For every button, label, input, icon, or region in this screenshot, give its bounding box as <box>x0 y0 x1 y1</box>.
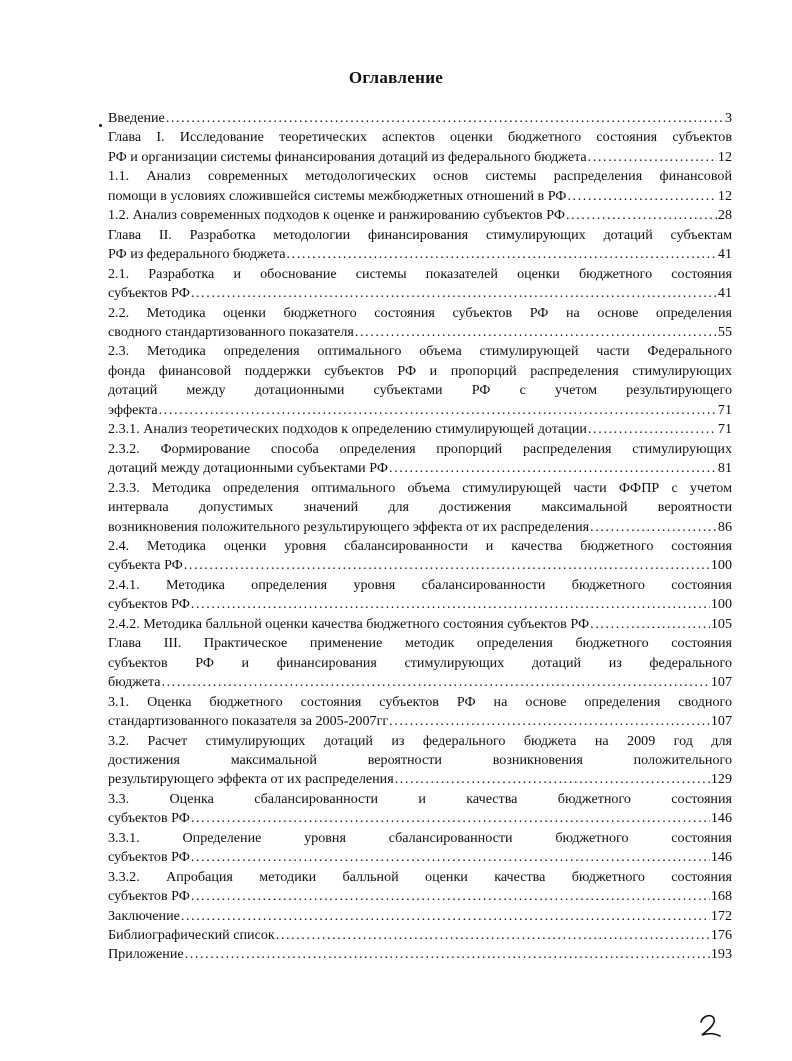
toc-entry-text-line: 2.3. Методика определения оптимального объема стимулирующей части Федерального <box>108 343 732 360</box>
toc-entry-last-line <box>108 323 732 342</box>
toc-entry-last-line <box>108 148 732 167</box>
dot-leader <box>159 401 717 420</box>
toc-entry <box>108 226 732 265</box>
toc-entry <box>108 732 732 790</box>
toc-entry <box>108 420 732 439</box>
dot-leader <box>566 206 717 225</box>
dot-leader <box>395 770 710 789</box>
dot-leader <box>191 284 717 303</box>
dot-leader <box>185 945 710 964</box>
toc-entry-title: субъекта РФ <box>108 557 183 574</box>
toc-page-number: 100 <box>710 557 732 574</box>
toc-entry <box>108 167 732 206</box>
toc-entry-title: 1.2. Анализ современных подходов к оценке и ранжированию субъектов РФ <box>108 207 565 224</box>
toc-page-number: 146 <box>710 810 732 827</box>
toc-page-number: 3 <box>724 110 732 126</box>
toc-entry-title: сводного стандартизованного показателя <box>108 323 354 340</box>
toc-entry-text-line: Глава I. Исследование теоретических аспектов оценки бюджетного состояния субъектов <box>108 129 732 146</box>
dot-leader <box>166 109 724 128</box>
toc-entry-title: стандартизованного показателя за 2005-2007гг <box>108 713 389 730</box>
toc-entry-text-line: Глава II. Разработка методологии финансирования стимулирующих дотаций субъектам <box>108 226 732 243</box>
toc-entry-text-line: 3.3.2. Апробация методики балльной оценки качества бюджетного состояния <box>108 868 732 885</box>
toc-entry <box>108 537 732 576</box>
toc-page-number: 41 <box>717 246 732 263</box>
toc-entry-text-line: интервала допустимых значений для достижения максимальной вероятности <box>108 499 732 516</box>
page-title: Оглавление <box>348 68 444 87</box>
dot-leader <box>191 848 710 867</box>
toc-entry-last-line <box>108 926 732 945</box>
dot-leader <box>588 420 717 439</box>
dot-leader <box>567 187 716 206</box>
toc-entry-title: Введение <box>108 110 165 126</box>
toc-entry <box>108 265 732 304</box>
toc-entry-last-line <box>108 206 732 225</box>
toc-entry-text-line: 2.1. Разработка и обоснование системы показателей оценки бюджетного состояния <box>108 265 732 282</box>
toc-entry-text-line: Глава III. Практическое применение методик определения бюджетного состояния <box>108 635 732 652</box>
toc-page-number: 12 <box>717 148 732 165</box>
toc-entry-text-line: дотаций между дотационными субъектами РФ с учетом результирующего <box>108 382 732 399</box>
toc-entry-title: 2.4.2. Методика балльной оценки качества бюджетного состояния субъектов РФ <box>108 615 590 632</box>
dot-leader <box>184 556 710 575</box>
toc-entry-title: субъектов РФ <box>108 888 190 905</box>
toc-entry-text-line: 3.1. Оценка бюджетного состояния субъектов РФ на основе определения сводного <box>108 693 732 710</box>
toc-entry-title: субъектов РФ <box>108 596 190 613</box>
toc-page-number: 55 <box>717 323 732 340</box>
toc-entry-last-line <box>108 848 732 867</box>
toc-entry-text-line: 2.3.3. Методика определения оптимального объема стимулирующей части ФФПР с учетом <box>108 479 732 496</box>
toc-page-number: 172 <box>710 907 732 924</box>
toc-page-number: 71 <box>717 401 732 418</box>
toc-entry-title: 2.3.1. Анализ теоретических подходов к определению стимулирующей дотации <box>108 421 587 438</box>
toc-page-number: 107 <box>710 674 732 691</box>
toc-entry-last-line <box>108 459 732 478</box>
toc-entry-title: субъектов РФ <box>108 285 190 302</box>
dot-leader <box>590 615 710 634</box>
toc-page-number: 193 <box>710 946 732 963</box>
dot-leader <box>355 323 717 342</box>
toc-entry-last-line <box>108 770 732 789</box>
toc-page-number: 168 <box>710 888 732 905</box>
table-of-contents <box>108 109 732 965</box>
toc-page-number: 12 <box>717 187 732 204</box>
toc-entry <box>108 907 732 926</box>
toc-entry-text-line: субъектов РФ и финансирования стимулирующих дотаций из федерального <box>108 654 732 671</box>
toc-entry-last-line <box>108 245 732 264</box>
toc-entry-title: субъектов РФ <box>108 849 190 866</box>
toc-entry <box>108 634 732 692</box>
toc-entry-text-line: достижения максимальной вероятности возникновения положительного <box>108 751 732 768</box>
dot-leader <box>287 245 717 264</box>
toc-page-number: 146 <box>710 849 732 866</box>
toc-page-number: 28 <box>717 207 732 224</box>
toc-entry-text-line: 3.3. Оценка сбалансированности и качества бюджетного состояния <box>108 790 732 807</box>
toc-entry-title: результирующего эффекта от их распределения <box>108 771 394 788</box>
toc-entry-text-line: фонда финансовой поддержки субъектов РФ и пропорций распределения стимулирующих <box>108 362 732 379</box>
toc-entry <box>108 479 732 537</box>
toc-entry-text-line: 3.3.1. Определение уровня сбалансированности бюджетного состояния <box>108 829 732 846</box>
handwritten-page-number <box>696 1010 726 1040</box>
toc-page-number: 71 <box>717 421 732 438</box>
toc-entry-last-line <box>108 284 732 303</box>
toc-entry-title: субъектов РФ <box>108 810 190 827</box>
toc-entry-last-line <box>108 809 732 828</box>
toc-entry-last-line <box>108 595 732 614</box>
dot-leader <box>191 595 710 614</box>
dot-leader <box>162 673 710 692</box>
dot-leader <box>389 712 710 731</box>
toc-entry-text-line: 2.4. Методика оценки уровня сбалансированности и качества бюджетного состояния <box>108 537 732 554</box>
toc-entry-last-line <box>108 945 732 964</box>
margin-dot <box>99 124 102 127</box>
toc-page-number: 41 <box>717 285 732 302</box>
toc-entry-title: Приложение <box>108 946 184 963</box>
toc-entry-last-line <box>108 556 732 575</box>
toc-entry <box>108 109 732 128</box>
toc-entry-last-line <box>108 518 732 537</box>
toc-entry-last-line <box>108 887 732 906</box>
dot-leader <box>181 907 710 926</box>
toc-entry-title: помощи в условиях сложившейся системы межбюджетных отношений в РФ <box>108 187 567 204</box>
toc-entry-text-line: 2.3.2. Формирование способа определения пропорций распределения стимулирующих <box>108 440 732 457</box>
toc-entry-last-line <box>108 109 732 128</box>
toc-page-number: 100 <box>710 596 732 613</box>
toc-entry-text-line: 3.2. Расчет стимулирующих дотаций из федерального бюджета на 2009 год для <box>108 732 732 749</box>
toc-entry-last-line <box>108 401 732 420</box>
dot-leader <box>588 148 717 167</box>
toc-entry-text-line: 1.1. Анализ современных методологических основ системы распределения финансовой <box>108 168 732 185</box>
toc-page-number: 107 <box>710 713 732 730</box>
toc-entry <box>108 304 732 343</box>
toc-page-number: 129 <box>710 771 732 788</box>
toc-entry-last-line <box>108 712 732 731</box>
toc-entry <box>108 790 732 829</box>
toc-entry <box>108 945 732 964</box>
toc-entry <box>108 576 732 615</box>
toc-entry-title: эффекта <box>108 401 158 418</box>
dot-leader <box>191 809 710 828</box>
toc-entry <box>108 693 732 732</box>
toc-page-number: 81 <box>717 460 732 477</box>
toc-entry <box>108 868 732 907</box>
toc-entry <box>108 829 732 868</box>
toc-entry-title: возникновения положительного результирующего эффекта от их распределения <box>108 518 590 535</box>
toc-page-number: 105 <box>710 615 732 632</box>
toc-page-number: 176 <box>710 927 732 944</box>
toc-entry <box>108 206 732 225</box>
toc-entry <box>108 926 732 945</box>
toc-page-number: 86 <box>717 518 732 535</box>
toc-entry-title: дотаций между дотационными субъектами РФ <box>108 460 388 477</box>
toc-entry-last-line <box>108 615 732 634</box>
dot-leader <box>389 459 717 478</box>
toc-entry <box>108 440 732 479</box>
toc-entry <box>108 128 732 167</box>
dot-leader <box>276 926 710 945</box>
toc-entry-last-line <box>108 673 732 692</box>
toc-entry-title: Библиографический список <box>108 927 275 944</box>
toc-entry-title: РФ из федерального бюджета <box>108 246 286 263</box>
dot-leader <box>191 887 710 906</box>
toc-entry-text-line: 2.4.1. Методика определения уровня сбалансированности бюджетного состояния <box>108 576 732 593</box>
toc-entry-text-line: 2.2. Методика оценки бюджетного состояния субъектов РФ на основе определения <box>108 304 732 321</box>
toc-entry-title: Заключение <box>108 907 180 924</box>
dot-leader <box>590 518 717 537</box>
toc-entry-last-line <box>108 187 732 206</box>
toc-entry-last-line <box>108 420 732 439</box>
toc-entry <box>108 615 732 634</box>
toc-entry <box>108 342 732 420</box>
toc-entry-title: РФ и организации системы финансирования дотаций из федерального бюджета <box>108 148 587 165</box>
toc-entry-title: бюджета <box>108 674 161 691</box>
toc-entry-last-line <box>108 907 732 926</box>
